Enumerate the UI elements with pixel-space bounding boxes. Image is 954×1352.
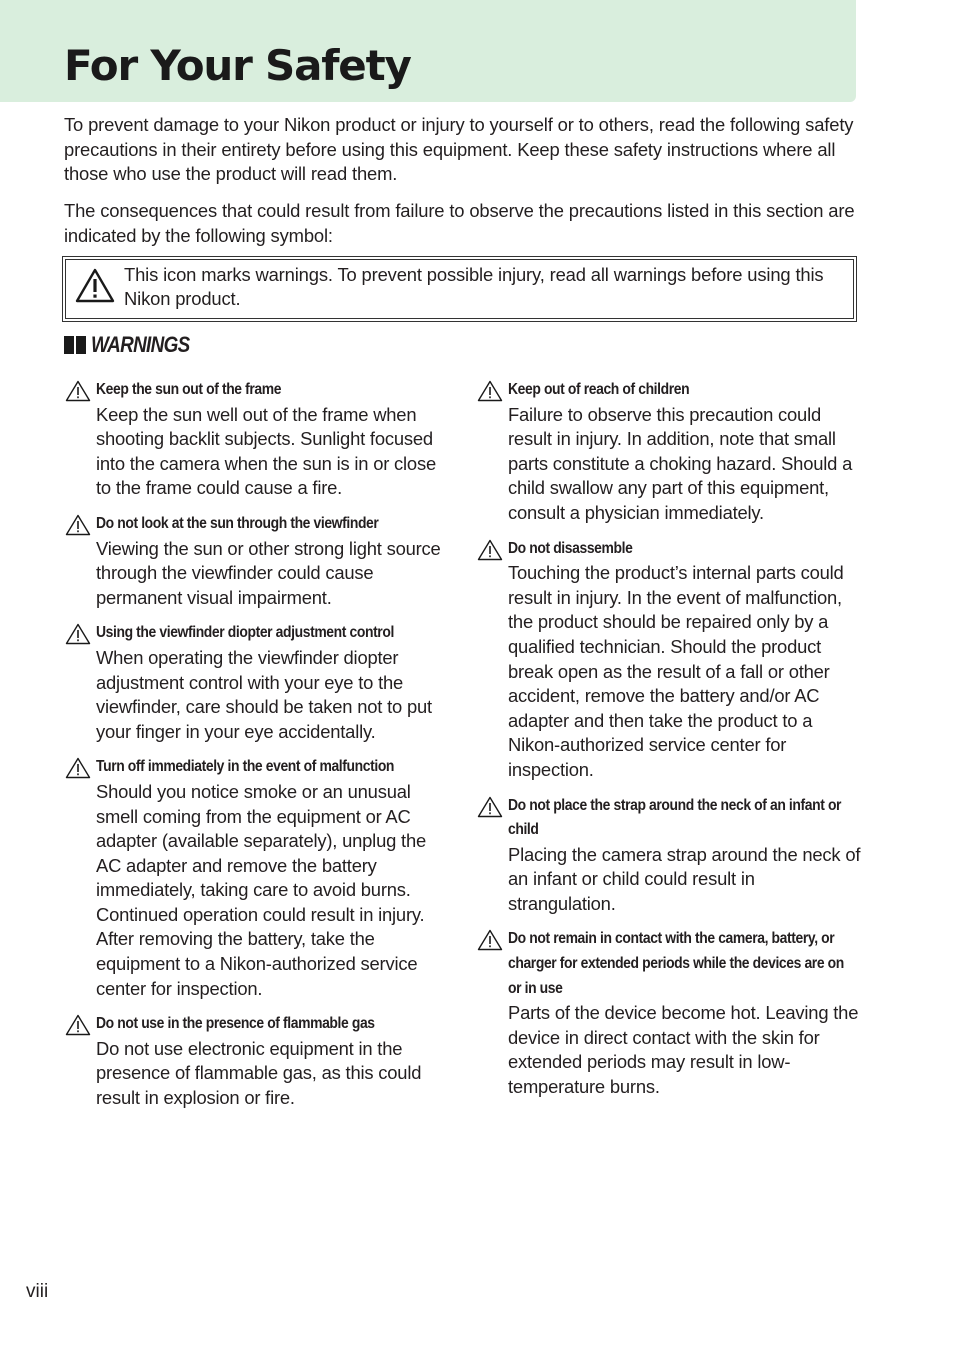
warning-heading: Keep out of reach of children <box>508 381 690 398</box>
warning-item <box>476 794 861 917</box>
section-marker <box>76 336 86 354</box>
warning-heading: Do not remain in contact with the camera, battery, or charger for extended periods while the devices are on or in use <box>508 930 844 997</box>
warning-heading: Do not disassemble <box>508 539 633 557</box>
warning-item <box>476 378 861 526</box>
warning-body: Failure to observe this precaution could result in injury. In addition, note that small parts constitute a choking hazard. Should a child swallow any part of this equipment, consult a physician immediately. <box>508 403 853 523</box>
warning-triangle-icon <box>65 380 91 402</box>
warning-body: Keep the sun well out of the frame when shooting backlit subjects. Sunlight focused into the camera when the sun is in or close to the frame could cause a fire. <box>96 403 436 499</box>
page-title: For Your Safety <box>64 41 411 90</box>
warning-heading: Do not place the strap around the neck of an infant or child <box>508 796 842 839</box>
notice-text: This icon marks warnings. To prevent possible injury, read all warnings before using this Nikon product. <box>124 264 824 310</box>
warning-body: Placing the camera strap around the neck of an infant or child could result in strangulation. <box>508 843 861 914</box>
warning-heading: Turn off immediately in the event of malfunction <box>96 758 395 776</box>
warning-heading: Using the viewfinder diopter adjustment control <box>96 624 394 642</box>
warnings-column-right <box>476 378 861 1111</box>
warning-body: Do not use electronic equipment in the presence of flammable gas, as this could result in explosion or fire. <box>96 1037 422 1109</box>
warning-item <box>476 537 861 783</box>
warning-body: Should you notice smoke or an unusual smell coming from the equipment or AC adapter (available separately), unplug the AC adapter and remove the battery immediately, taking care to avoid burns. Continued operation could result in injury. After removing the battery, take the equipment to a Nikon-authorized service center for inspection. <box>96 780 427 999</box>
warning-heading: Do not look at the sun through the viewfinder <box>96 514 379 532</box>
warning-triangle-icon <box>65 757 91 779</box>
warning-triangle-icon <box>477 380 503 402</box>
page-number: viii <box>26 1281 49 1302</box>
warning-triangle-icon <box>477 796 503 818</box>
warning-notice-box <box>65 259 854 319</box>
warning-body: Parts of the device become hot. Leaving the device in direct contact with the skin for extended periods may result in low-temperature burns. <box>508 1002 859 1098</box>
section-label: WARNINGS <box>91 332 190 357</box>
warning-triangle-icon <box>65 514 91 536</box>
warning-triangle-icon <box>477 929 503 951</box>
warning-item <box>64 621 449 744</box>
warning-body: Touching the product’s internal parts could result in injury. In the event of malfunction, the product should be repaired only by a qualified technician. Should the product break open as the result of a fall or other accident, remove the battery and/or AC adapter and then take the product to a Nikon-authorized service center for inspection. <box>508 562 844 780</box>
warning-item <box>476 927 861 1099</box>
warning-heading: Do not use in the presence of flammable gas <box>96 1015 375 1033</box>
warning-triangle-icon <box>65 623 91 645</box>
warning-body: When operating the viewfinder diopter adjustment control with your eye to the viewfinder, care should be taken not to put your finger in your eye accidentally. <box>96 646 432 742</box>
warning-heading: Keep the sun out of the frame <box>96 381 282 398</box>
warning-triangle-icon <box>65 1014 91 1036</box>
intro-paragraph: To prevent damage to your Nikon product or injury to yourself or to others, read the following safety precautions in their entirety before using this equipment. Keep these safety instructions where all those who use the product will read them. <box>64 114 854 185</box>
intro-paragraph: The consequences that could result from failure to observe the precautions listed in this section are indicated by the following symbol: <box>64 200 855 246</box>
warning-item <box>64 755 449 1001</box>
section-marker <box>64 336 74 354</box>
warnings-column-left <box>64 378 449 1122</box>
warnings-section-heading <box>64 331 206 359</box>
warning-item <box>64 512 449 610</box>
warning-triangle-icon <box>75 268 115 304</box>
warning-triangle-icon <box>477 539 503 561</box>
warning-item <box>64 1012 449 1110</box>
warning-item <box>64 378 449 501</box>
warning-body: Viewing the sun or other strong light source through the viewfinder could cause permanent visual impairment. <box>96 537 441 608</box>
